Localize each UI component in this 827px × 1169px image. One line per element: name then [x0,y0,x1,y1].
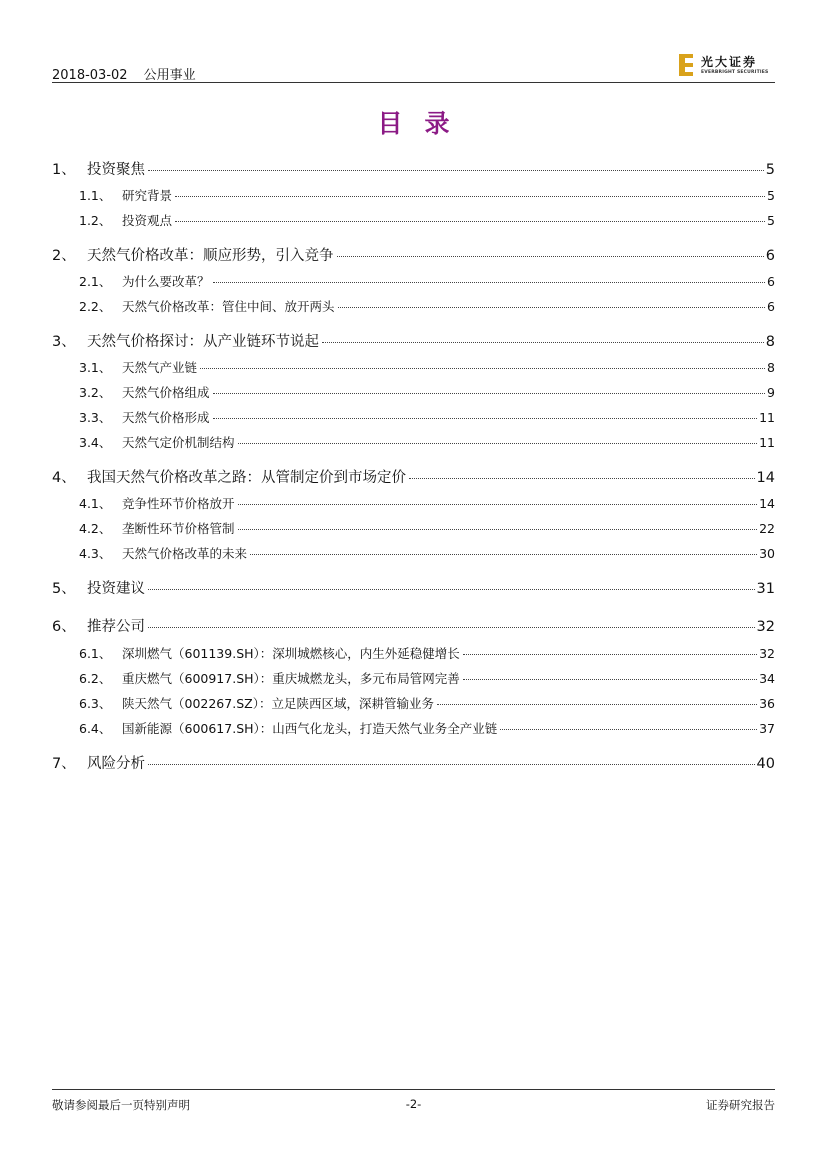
toc-entry-title: 投资建议 [87,581,145,597]
toc-entry-page: 30 [759,546,775,561]
toc-dot-leader [213,418,758,419]
toc-entry-title: 天然气价格改革：顺应形势，引入竞争 [87,248,334,264]
toc-entry-title: 国新能源（600617.SH）：山西气化龙头，打造天然气业务全产业链 [122,721,498,736]
toc-entry-page: 34 [759,671,775,686]
toc-entry[interactable] [52,383,775,403]
toc-entry-title: 投资聚焦 [87,162,145,178]
toc-entry[interactable] [52,244,775,266]
toc-entry-number: 7、 [52,756,76,772]
toc-entry-page: 32 [756,619,775,635]
toc-entry-title: 竞争性环节价格放开 [122,496,235,511]
report-sector: 公用事业 [143,68,196,83]
toc-entry-page: 5 [767,213,775,228]
toc-dot-leader [213,282,766,283]
toc-entry-page: 40 [756,756,775,772]
toc-entry-page: 8 [765,334,775,350]
toc-entry[interactable] [52,669,775,689]
logo-text-en: EVERBRIGHT SECURITIES [701,70,769,75]
toc-entry-number: 6、 [52,619,76,635]
toc-dot-leader [238,504,758,505]
toc-entry-number: 1、 [52,162,76,178]
toc-entry[interactable] [52,272,775,292]
toc-entry-page: 11 [759,435,775,450]
toc-entry-title: 天然气价格改革的未来 [122,546,248,561]
toc-entry-number: 6.1、 [79,646,112,661]
toc-entry-title: 天然气价格改革：管住中间、放开两头 [122,299,335,314]
footer-disclaimer: 敬请参阅最后一页特别声明 [52,1098,190,1112]
toc-dot-leader [148,627,755,628]
toc-entry-title: 天然气产业链 [122,360,198,375]
toc-entry-number: 2.2、 [79,299,112,314]
toc-dot-leader [175,221,765,222]
toc-entry-page: 14 [759,496,775,511]
toc-dot-leader [409,478,755,479]
toc-dot-leader [463,679,757,680]
toc-dot-leader [337,256,764,257]
toc-dot-leader [338,307,766,308]
footer-divider [52,1089,775,1090]
toc-entry-page: 11 [759,410,775,425]
toc-entry[interactable] [52,519,775,539]
toc-entry-title: 我国天然气价格改革之路：从管制定价到市场定价 [87,470,406,486]
toc-entry-title: 垄断性环节价格管制 [122,521,235,536]
toc-entry[interactable] [52,752,775,774]
toc-entry[interactable] [52,433,775,453]
toc-entry-number: 4.2、 [79,521,112,536]
toc-entry-number: 3、 [52,334,76,350]
report-date: 2018-03-02 [52,68,128,83]
toc-entry-title: 天然气价格组成 [122,385,210,400]
toc-entry-number: 6.2、 [79,671,112,686]
toc-entry-number: 3.4、 [79,435,112,450]
everbright-logo [679,52,775,80]
toc-entry-number: 2、 [52,248,76,264]
toc-entry[interactable] [52,186,775,206]
toc-entry-number: 2.1、 [79,274,112,289]
toc-entry-title: 天然气价格探讨：从产业链环节说起 [87,334,319,350]
toc-entry-number: 5、 [52,581,76,597]
toc-dot-leader [238,529,758,530]
header-divider [52,82,775,83]
toc-entry-title: 投资观点 [122,213,173,228]
toc-dot-leader [463,654,757,655]
toc-entry-page: 31 [756,581,775,597]
toc-entry-number: 1.1、 [79,188,112,203]
toc-dot-leader [213,393,766,394]
toc-entry-page: 6 [765,248,775,264]
toc-dot-leader [148,170,764,171]
page-footer [52,1097,775,1113]
toc-entry-title: 天然气定价机制结构 [122,435,235,450]
toc-entry-title: 风险分析 [87,756,145,772]
toc-dot-leader [148,764,755,765]
toc-title: 目录 [377,109,472,138]
toc-entry-title: 研究背景 [122,188,173,203]
page-header [52,50,775,83]
toc-dot-leader [437,704,757,705]
toc-entry[interactable] [52,494,775,514]
toc-entry-number: 6.4、 [79,721,112,736]
toc-entry-page: 14 [756,470,775,486]
toc-entry[interactable] [52,644,775,664]
toc-entry-number: 3.2、 [79,385,112,400]
footer-report-type: 证券研究报告 [706,1098,775,1112]
toc-entry[interactable] [52,694,775,714]
toc-entry-number: 4、 [52,470,76,486]
toc-dot-leader [250,554,757,555]
toc-entry[interactable] [52,297,775,317]
toc-entry-number: 3.3、 [79,410,112,425]
toc-entry-number: 4.1、 [79,496,112,511]
toc-entry-number: 1.2、 [79,213,112,228]
toc-entry-page: 36 [759,696,775,711]
footer-page-number: -2- [405,1097,422,1111]
toc-entry-page: 32 [759,646,775,661]
toc-dot-leader [322,342,764,343]
toc-dot-leader [238,443,758,444]
toc-entry-page: 9 [767,385,775,400]
toc-entry-title: 天然气价格形成 [122,410,210,425]
toc-entry-number: 6.3、 [79,696,112,711]
toc-entry-page: 6 [767,274,775,289]
toc-entry-page: 5 [767,188,775,203]
toc-entry-page: 5 [765,162,775,178]
toc-entry-page: 22 [759,521,775,536]
toc-dot-leader [175,196,765,197]
toc-dot-leader [500,729,757,730]
toc-entry-number: 3.1、 [79,360,112,375]
toc-entry-title: 重庆燃气（600917.SH）：重庆城燃龙头，多元布局管网完善 [122,671,460,686]
toc-entry-title: 深圳燃气（601139.SH）：深圳城燃核心，内生外延稳健增长 [122,646,460,661]
logo-mark-icon [679,54,693,76]
toc-entry-page: 8 [767,360,775,375]
toc-entry[interactable] [52,466,775,488]
toc-dot-leader [148,589,755,590]
toc-entry[interactable] [52,211,775,231]
toc-dot-leader [200,368,765,369]
toc-entry[interactable] [52,544,775,564]
toc-entry-page: 6 [767,299,775,314]
toc-entry-title: 推荐公司 [87,619,145,635]
toc-entry[interactable] [52,408,775,428]
toc-entry[interactable] [52,330,775,352]
header-info [52,64,212,83]
toc-entry[interactable] [52,358,775,378]
toc-entry-title: 陕天然气（002267.SZ）：立足陕西区域，深耕管输业务 [122,696,434,711]
toc-entry[interactable] [52,719,775,739]
toc-entry[interactable] [52,615,775,637]
toc-entry-number: 4.3、 [79,546,112,561]
logo-text-cn: 光大证券 [701,55,758,69]
toc-entry-page: 37 [759,721,775,736]
toc-entry-title: 为什么要改革？ [122,274,210,289]
toc-entry[interactable] [52,577,775,599]
toc-entry[interactable] [52,158,775,180]
